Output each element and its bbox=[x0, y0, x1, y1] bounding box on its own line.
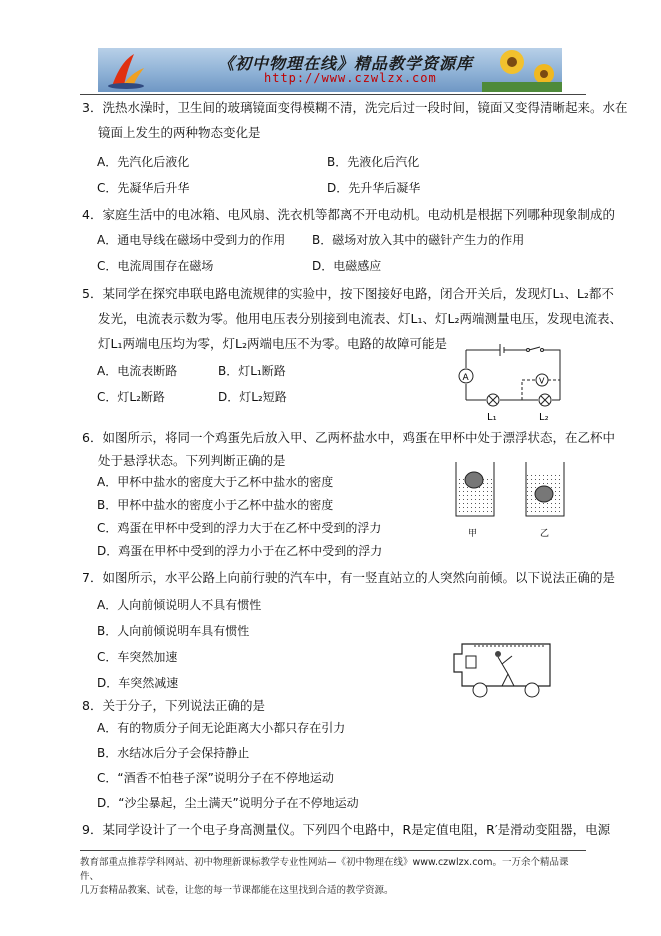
question-5-line-2: 发光，电流表示数为零。他用电压表分别接到电流表、灯L₁、灯L₂两端测量电压，发现电流表、 bbox=[98, 311, 622, 326]
question-3-line-2: 镜面上发生的两种物态变化是 bbox=[98, 125, 261, 140]
question-8-line-1: 8．关于分子，下列说法正确的是 bbox=[82, 698, 265, 713]
question-8-option-d: D．“沙尘暴起，尘土满天”说明分子在不停地运动 bbox=[97, 796, 359, 810]
site-logo-icon bbox=[104, 50, 148, 90]
question-5-line-1: 5．某同学在探究串联电路电流规律的实验中，按下图接好电路，闭合开关后，发现灯L₁、L₂都不 bbox=[82, 286, 614, 301]
beaker-jia-label: 甲 bbox=[468, 529, 478, 539]
question-3-option-c: C．先凝华后升华 bbox=[97, 181, 190, 195]
question-3-option-b: B．先液化后汽化 bbox=[327, 155, 420, 169]
question-4-option-a: A．通电导线在磁场中受到力的作用 bbox=[97, 233, 286, 247]
question-9-line-1: 9．某同学设计了一个电子身高测量仪。下列四个电路中，R是定值电阻，R′是滑动变阻器，电源 bbox=[82, 822, 611, 837]
lamp-1-label: L₁ bbox=[487, 412, 497, 423]
question-3-option-d: D．先升华后凝华 bbox=[327, 181, 421, 195]
sunflower-icon bbox=[482, 48, 562, 92]
question-6-option-a: A．甲杯中盐水的密度大于乙杯中盐水的密度 bbox=[97, 475, 334, 489]
lamp-2-label: L₂ bbox=[539, 412, 549, 423]
wheel-rear-icon bbox=[525, 683, 539, 697]
question-3-option-a: A．先汽化后液化 bbox=[97, 155, 190, 169]
beaker-yi-label: 乙 bbox=[540, 529, 550, 539]
footer-line-1: 教育部重点推荐学科网站、初中物理新课标教学专业性网站—《初中物理在线》www.czwlzx.com。一万余个精品课件、 bbox=[80, 857, 569, 882]
question-7-line-1: 7．如图所示，水平公路上向前行驶的汽车中，有一竖直站立的人突然向前倾。以下说法正确的是 bbox=[82, 570, 615, 585]
question-6-line-1: 6．如图所示，将同一个鸡蛋先后放入甲、乙两杯盐水中，鸡蛋在甲杯中处于漂浮状态，在乙杯中 bbox=[82, 430, 615, 445]
question-5-option-d: D．灯L₂短路 bbox=[218, 390, 287, 404]
question-4-option-d: D．电磁感应 bbox=[312, 259, 382, 273]
wheel-front-icon bbox=[473, 683, 487, 697]
ammeter-label: A bbox=[462, 373, 469, 383]
question-4-option-b: B．磁场对放入其中的磁针产生力的作用 bbox=[312, 233, 525, 247]
question-6-line-2: 处于悬浮状态。下列判断正确的是 bbox=[98, 453, 286, 468]
question-3-line-1: 3．洗热水澡时，卫生间的玻璃镜面变得模糊不清，洗完后过一段时间，镜面又变得清晰起来。水在 bbox=[82, 100, 628, 115]
question-5-option-b: B．灯L₁断路 bbox=[218, 364, 286, 378]
footer-rule bbox=[80, 850, 586, 851]
question-8-option-b: B．水结冰后分子会保持静止 bbox=[97, 746, 250, 760]
question-5-option-c: C．灯L₂断路 bbox=[97, 390, 165, 404]
question-7-option-a: A．人向前倾说明人不具有惯性 bbox=[97, 598, 262, 612]
egg-suspended-icon bbox=[535, 486, 553, 502]
beakers-figure bbox=[450, 458, 570, 542]
header-banner bbox=[98, 48, 562, 92]
question-6-option-c: C．鸡蛋在甲杯中受到的浮力大于在乙杯中受到的浮力 bbox=[97, 521, 382, 535]
header-rule bbox=[80, 94, 586, 95]
question-4-line-1: 4．家庭生活中的电冰箱、电风扇、洗衣机等都离不开电动机。电动机是根据下列哪种现象制成的 bbox=[82, 207, 615, 222]
question-7-option-d: D．车突然减速 bbox=[97, 676, 179, 690]
question-5-line-3: 灯L₁两端电压均为零，灯L₂两端电压不为零。电路的故障可能是 bbox=[98, 336, 447, 351]
question-6-option-d: D．鸡蛋在甲杯中受到的浮力小于在乙杯中受到的浮力 bbox=[97, 544, 383, 558]
circuit-diagram bbox=[450, 340, 570, 424]
question-7-option-c: C．车突然加速 bbox=[97, 650, 178, 664]
voltmeter-label: V bbox=[539, 376, 545, 386]
question-5-option-a: A．电流表断路 bbox=[97, 364, 178, 378]
person-head-icon bbox=[495, 651, 501, 657]
footer-line-2: 几万套精品教案、试卷，让您的每一节课都能在这里找到合适的教学资源。 bbox=[80, 885, 394, 896]
question-7-option-b: B．人向前倾说明车具有惯性 bbox=[97, 624, 250, 638]
header-url[interactable]: http://www.czwlzx.com bbox=[264, 71, 437, 85]
question-4-option-c: C．电流周围存在磁场 bbox=[97, 259, 214, 273]
footer bbox=[80, 856, 586, 898]
egg-floating-icon bbox=[465, 472, 483, 488]
question-6-option-b: B．甲杯中盐水的密度小于乙杯中盐水的密度 bbox=[97, 498, 334, 512]
car-figure bbox=[450, 632, 560, 702]
question-8-option-a: A．有的物质分子间无论距离大小都只存在引力 bbox=[97, 721, 346, 735]
question-8-option-c: C．“酒香不怕巷子深”说明分子在不停地运动 bbox=[97, 771, 334, 785]
header-title: 《初中物理在线》精品教学资源库 bbox=[218, 54, 474, 73]
